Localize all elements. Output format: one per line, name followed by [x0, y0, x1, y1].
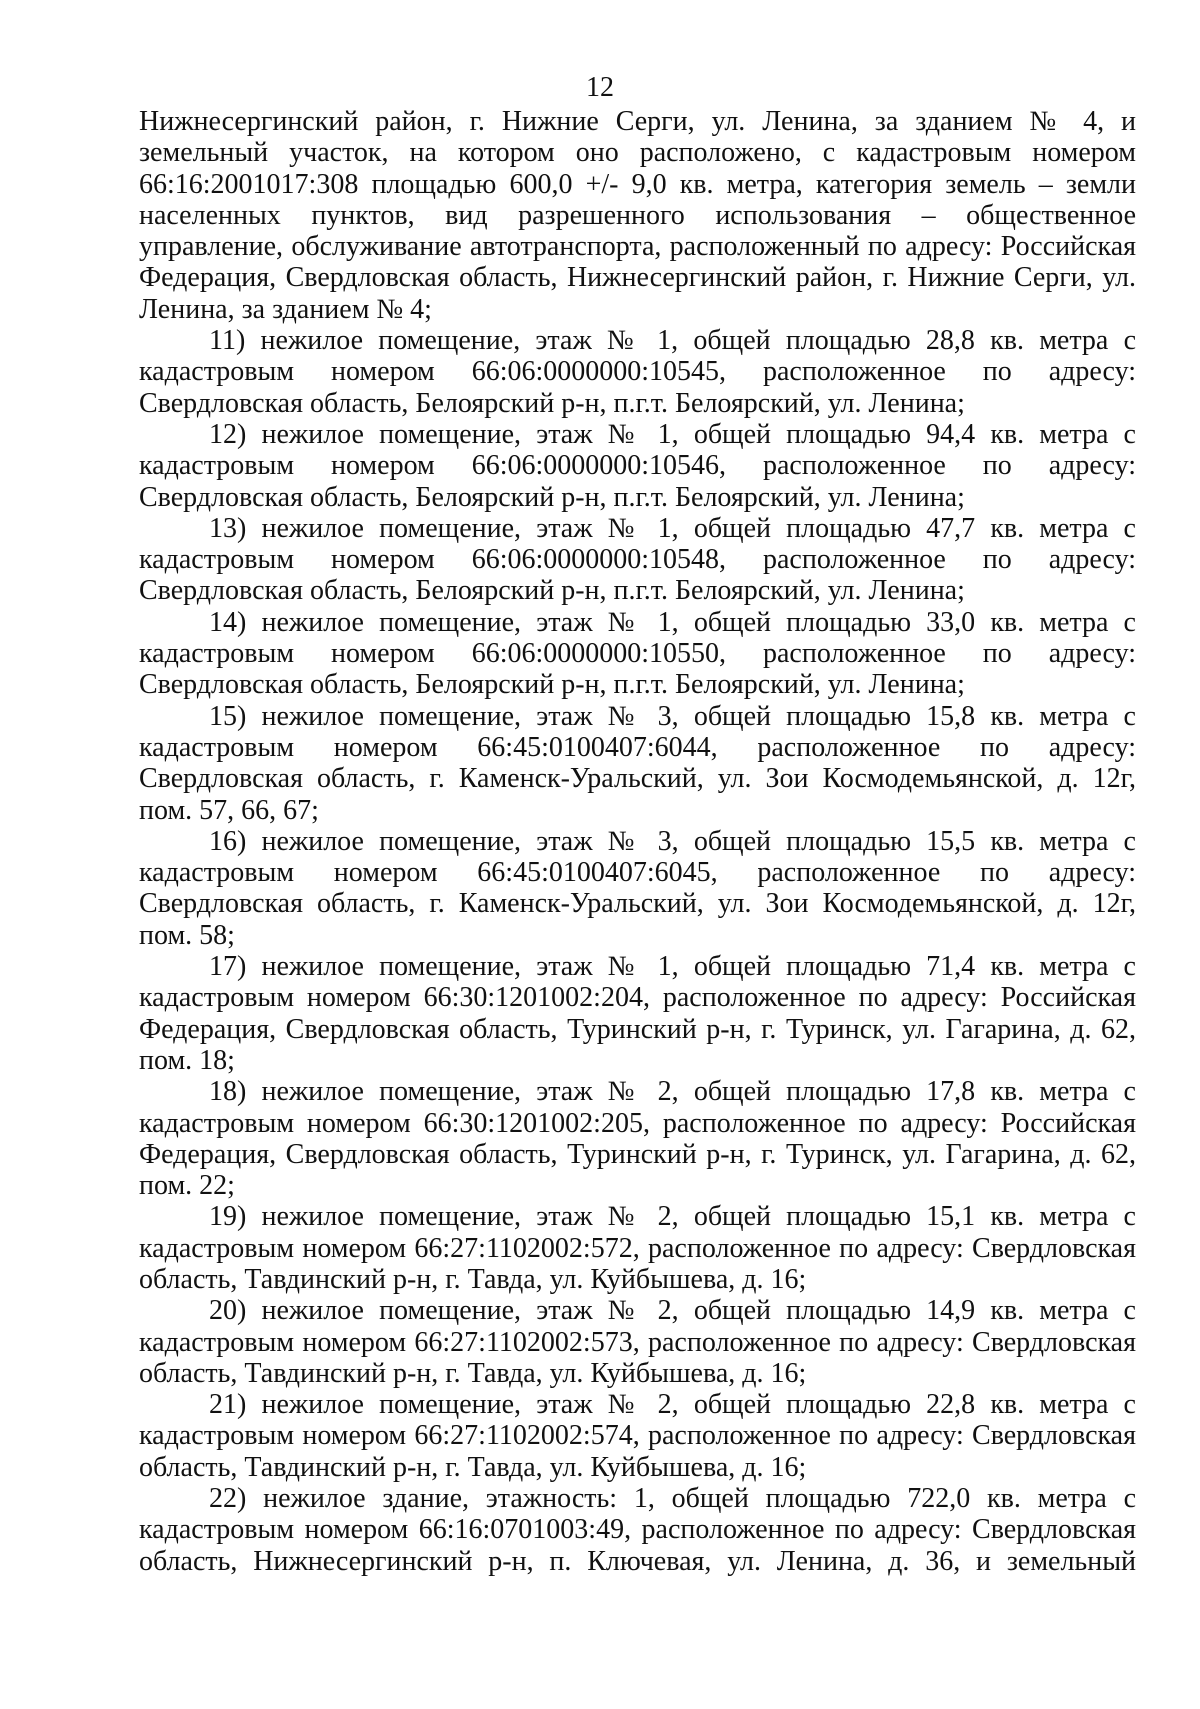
list-item-15: 15) нежилое помещение, этаж № 3, общей площадью 15,8 кв. метра с кадастровым номером 66:45:0100407:6044, расположенное по адресу: Свердловская область, г. Каменск-Уральский, ул. Зои Космодемьянской, д. 12г, пом. 57, 66, 67; [139, 700, 1136, 826]
page-number: 12 [586, 72, 614, 103]
continuation-paragraph: Нижнесергинский район, г. Нижние Серги, ул. Ленина, за зданием № 4, и земельный участок, на котором оно расположено, с кадастровым номером 66:16:2001017:308 площадью 600,0 +/- 9,0 кв. метра, категория земель – земли населенных пунктов, вид разрешенного использования – общественное управление, обслуживание автотранспорта, расположенный по адресу: Российская Федерация, Свердловская область, Нижнесергинский район, г. Нижние Серги, ул. Ленина, за зданием № 4; [139, 106, 1136, 325]
list-item-22: 22) нежилое здание, этажность: 1, общей площадью 722,0 кв. метра с кадастровым номером 66:16:0701003:49, расположенное по адресу: Свердловская область, Нижнесергинский р-н, п. Ключевая, ул. Ленина, д. 36, и земельный [139, 1483, 1136, 1577]
document-body [139, 106, 1136, 1577]
list-item-16: 16) нежилое помещение, этаж № 3, общей площадью 15,5 кв. метра с кадастровым номером 66:45:0100407:6045, расположенное по адресу: Свердловская область, г. Каменск-Уральский, ул. Зои Космодемьянской, д. 12г, пом. 58; [139, 825, 1136, 951]
list-item-13: 13) нежилое помещение, этаж № 1, общей площадью 47,7 кв. метра с кадастровым номером 66:06:0000000:10548, расположенное по адресу: Свердловская область, Белоярский р-н, п.г.т. Белоярский, ул. Ленина; [139, 512, 1136, 607]
list-item-17: 17) нежилое помещение, этаж № 1, общей площадью 71,4 кв. метра с кадастровым номером 66:30:1201002:204, расположенное по адресу: Российская Федерация, Свердловская область, Туринский р-н, г. Туринск, ул. Гагарина, д. 62, пом. 18; [139, 951, 1136, 1076]
list-item-11: 11) нежилое помещение, этаж № 1, общей площадью 28,8 кв. метра с кадастровым номером 66:06:0000000:10545, расположенное по адресу: Свердловская область, Белоярский р-н, п.г.т. Белоярский, ул. Ленина; [139, 325, 1136, 419]
list-item-19: 19) нежилое помещение, этаж № 2, общей площадью 15,1 кв. метра с кадастровым номером 66:27:1102002:572, расположенное по адресу: Свердловская область, Тавдинский р-н, г. Тавда, ул. Куйбышева, д. 16; [139, 1201, 1136, 1295]
list-item-18: 18) нежилое помещение, этаж № 2, общей площадью 17,8 кв. метра с кадастровым номером 66:30:1201002:205, расположенное по адресу: Российская Федерация, Свердловская область, Туринский р-н, г. Туринск, ул. Гагарина, д. 62, пом. 22; [139, 1076, 1136, 1202]
list-item-12: 12) нежилое помещение, этаж № 1, общей площадью 94,4 кв. метра с кадастровым номером 66:06:0000000:10546, расположенное по адресу: Свердловская область, Белоярский р-н, п.г.т. Белоярский, ул. Ленина; [139, 418, 1136, 513]
list-item-20: 20) нежилое помещение, этаж № 2, общей площадью 14,9 кв. метра с кадастровым номером 66:27:1102002:573, расположенное по адресу: Свердловская область, Тавдинский р-н, г. Тавда, ул. Куйбышева, д. 16; [139, 1295, 1136, 1389]
list-item-21: 21) нежилое помещение, этаж № 2, общей площадью 22,8 кв. метра с кадастровым номером 66:27:1102002:574, расположенное по адресу: Свердловская область, Тавдинский р-н, г. Тавда, ул. Куйбышева, д. 16; [139, 1389, 1136, 1483]
list-item-14: 14) нежилое помещение, этаж № 1, общей площадью 33,0 кв. метра с кадастровым номером 66:06:0000000:10550, расположенное по адресу: Свердловская область, Белоярский р-н, п.г.т. Белоярский, ул. Ленина; [139, 606, 1136, 701]
